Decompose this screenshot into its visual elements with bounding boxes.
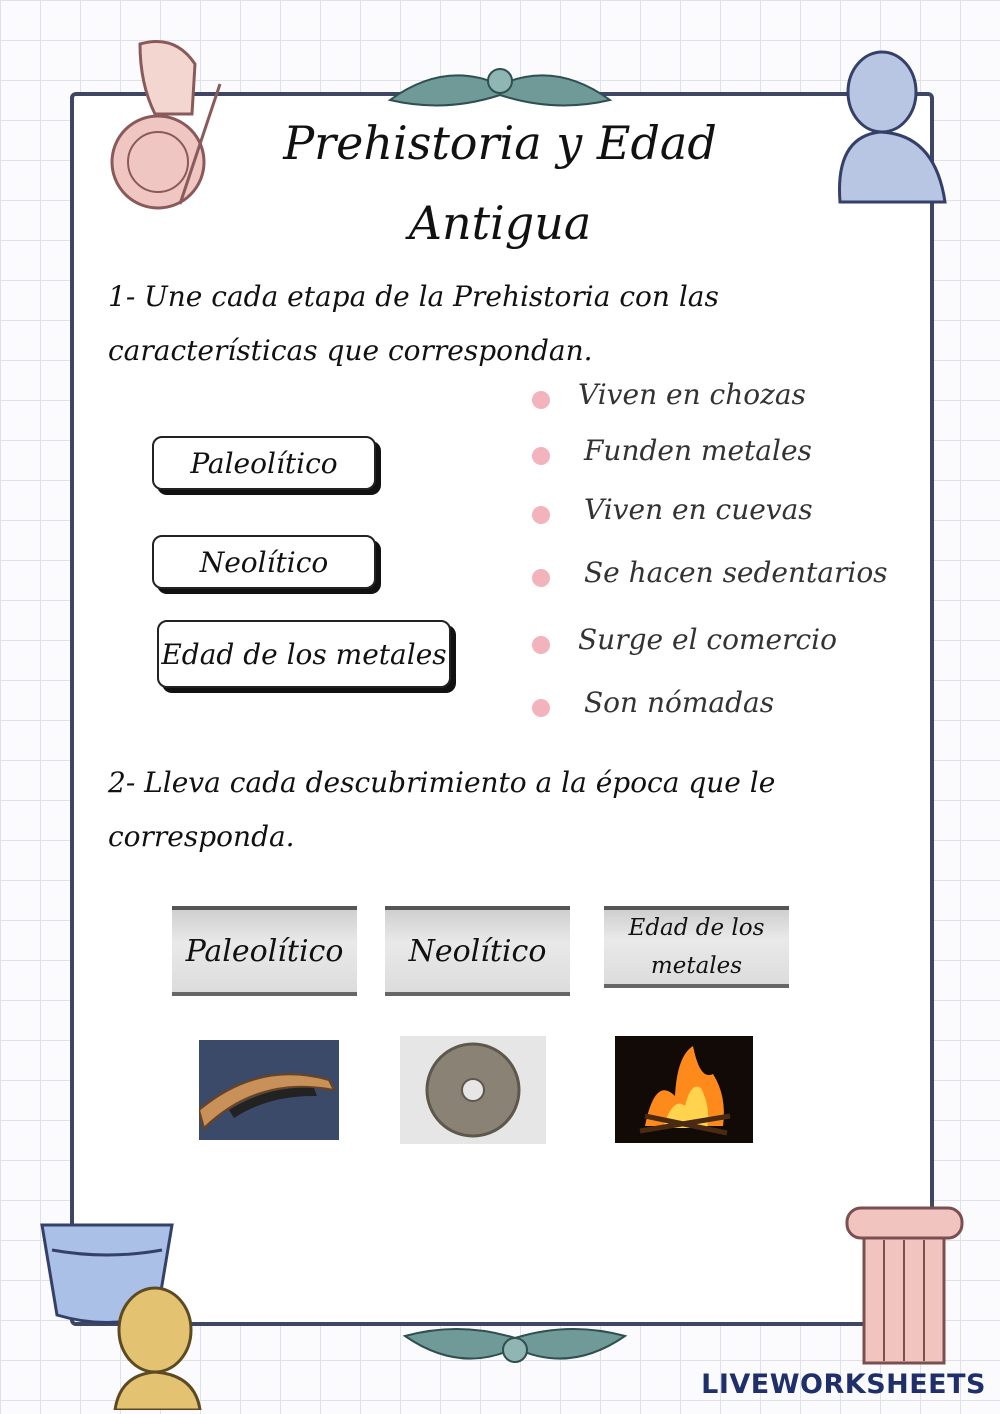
- era-edad-metales[interactable]: Edad de los metales: [604, 906, 789, 988]
- era-neolitico[interactable]: Neolítico: [385, 906, 570, 996]
- feature-chozas[interactable]: Viven en chozas: [578, 378, 806, 411]
- page-title-line2: Antigua: [408, 196, 592, 250]
- feature-comercio[interactable]: Surge el comercio: [578, 623, 837, 656]
- question-2-line1: 2- Lleva cada descubrimiento a la época que le: [108, 766, 776, 799]
- page-title-line1: Prehistoria y Edad: [283, 116, 717, 170]
- sickle-image[interactable]: [199, 1040, 339, 1140]
- match-dot-4[interactable]: [532, 569, 550, 587]
- stage-edad-metales[interactable]: Edad de los metales: [157, 620, 451, 688]
- era-paleolitico[interactable]: Paleolítico: [172, 906, 357, 996]
- ionic-column-icon: [842, 1198, 967, 1368]
- stage-neolitico[interactable]: Neolítico: [152, 535, 376, 589]
- feature-sedentarios[interactable]: Se hacen sedentarios: [584, 556, 888, 589]
- match-dot-1[interactable]: [532, 391, 550, 409]
- feature-cuevas[interactable]: Viven en cuevas: [584, 493, 813, 526]
- stage-paleolitico[interactable]: Paleolítico: [152, 436, 376, 490]
- match-dot-3[interactable]: [532, 506, 550, 524]
- question-1-line1: 1- Une cada etapa de la Prehistoria con las: [108, 280, 719, 313]
- feature-metales[interactable]: Funden metales: [584, 434, 812, 467]
- match-dot-6[interactable]: [532, 699, 550, 717]
- brand-logo: LIVEWORKSHEETS: [701, 1369, 986, 1400]
- question-2-line2: corresponda.: [108, 820, 295, 853]
- question-1-line2: características que correspondan.: [108, 334, 593, 367]
- ornament-top-icon: [385, 55, 615, 115]
- match-dot-5[interactable]: [532, 636, 550, 654]
- match-dot-2[interactable]: [532, 447, 550, 465]
- millstone-image[interactable]: [400, 1036, 546, 1144]
- fire-image[interactable]: [615, 1036, 753, 1143]
- laurel-bust-icon: [100, 1280, 210, 1410]
- feature-nomadas[interactable]: Son nómadas: [584, 686, 775, 719]
- ornament-bottom-icon: [400, 1316, 630, 1376]
